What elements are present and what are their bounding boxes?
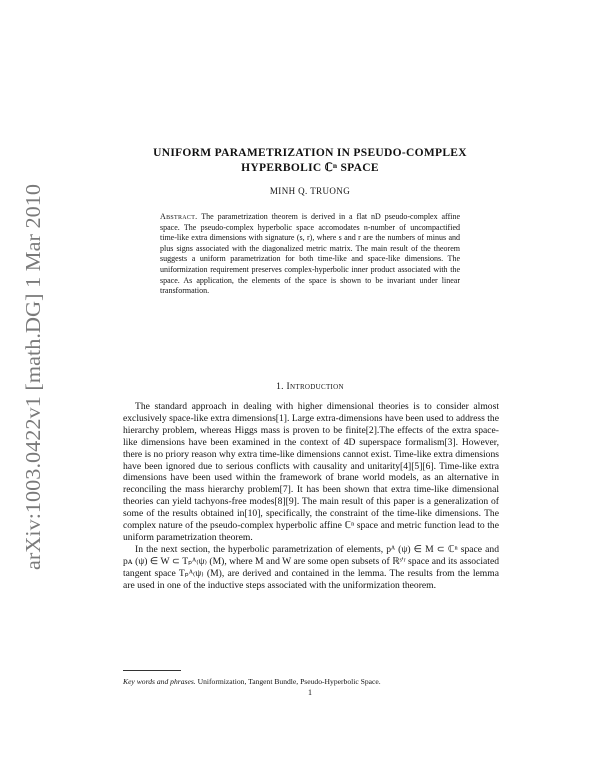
section-title: Introduction (286, 382, 344, 392)
abstract-heading: Abstract. (160, 212, 198, 221)
abstract-text: The parametrization theorem is derived in a flat nD pseudo-complex affine space. The pseudo-complex hyperbolic space accomodates n-number of uncompactified time-like extra dimensions with signature (s, r), where s and r are the numbers of minus and plus signs associated with the diagonalized metric matrix. The main result of the theorem suggests a uniform parametrization for both time-like and space-like dimensions. The uniformization requirement preserves complex-hyperbolic inner product associated with the space. As application, the elements of the space is shown to be invariant under linear transformation. (160, 212, 461, 296)
paragraph: In the next section, the hyperbolic parametrization of elements, pᴬ (ψ) ∈ M ⊂ ℂⁿ space and pᴀ (ψ) ∈ W ⊂ Tₚᴬ₍ψ₎ (M), where M and W are some open subsets of ℝˢ'ʳ space and its associated tangent space Tₚᴬ₍ψ₎ (M), are derived and contained in the lemma. The results from the lemma are used in one of the inductive steps associated with the uniformization theorem. (123, 543, 499, 591)
abstract (160, 212, 460, 297)
footnote-divider (123, 670, 181, 671)
title-complex-space-symbol: ℂⁿ (324, 162, 338, 174)
footnote-label: Key words and phrases. (123, 677, 196, 686)
section-number: 1. (276, 382, 284, 392)
paper-title (100, 146, 520, 176)
page-number: 1 (308, 688, 312, 697)
footnote-text: Uniformization, Tangent Bundle, Pseudo-Hyperbolic Space. (197, 677, 381, 686)
title-line-2 (100, 161, 520, 176)
footnote (123, 677, 499, 686)
title-line-1: UNIFORM PARAMETRIZATION IN PSEUDO-COMPLEX (153, 147, 467, 159)
section-body (123, 401, 499, 592)
arxiv-identifier-stamp (14, 178, 50, 578)
paragraph: The standard approach in dealing with higher dimensional theories is to consider almost exclusively space-like extra dimensions[1]. Large extra-dimensions have been used to address the hierarchy problem, whereas Higgs mass is proven to be finite[2].The effects of the extra space-like dimensions have been examined in the context of 4D superspace formalism[3]. However, there is no priory reason why extra time-like dimensions cannot exist. Time-like extra dimensions have been ignored due to serious conflicts with causality and unitarity[4][5][6]. Time-like extra dimensions have been used within the framework of brane world models, as an alternative in reconciling the mass hierarchy problem[7]. It has been shown that extra time-like dimensional theories can yield tachyons-free modes[8][9]. The main result of this paper is a generalization of some of the results obtained in[10], specifically, the constraint of the time-like dimensions. The complex nature of the pseudo-complex hyperbolic affine ℂⁿ space and metric function lead to the uniform parametrization theorem. (123, 401, 499, 543)
title-line-2-prefix: HYPERBOLIC (241, 162, 325, 174)
arxiv-identifier-text: arXiv:1003.0422v1 [math.DG] 1 Mar 2010 (21, 206, 45, 570)
author-name: MINH Q. TRUONG (269, 186, 351, 196)
title-line-2-suffix: SPACE (337, 162, 379, 174)
section-heading (100, 382, 520, 392)
